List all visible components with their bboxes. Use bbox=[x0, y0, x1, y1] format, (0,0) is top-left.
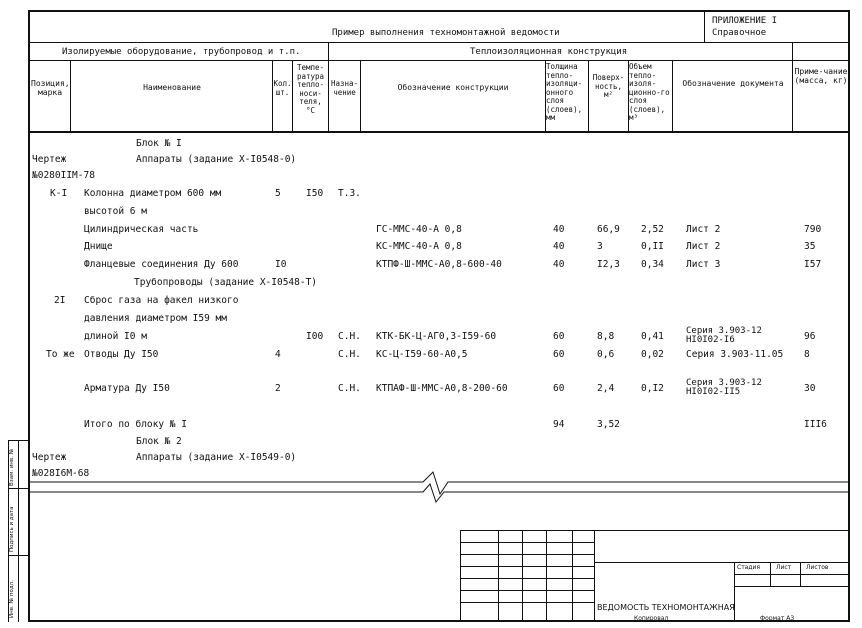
cell-name: Блок № I bbox=[136, 138, 182, 149]
cell-volume: 2,52 bbox=[641, 224, 664, 235]
cell-surface: 2,4 bbox=[597, 383, 615, 394]
cell-pos: Чертеж bbox=[32, 154, 67, 165]
cell-note: 790 bbox=[804, 224, 822, 235]
title-row-divider bbox=[28, 42, 850, 43]
cell-note: 30 bbox=[804, 383, 816, 394]
header-bottom-line bbox=[28, 131, 850, 133]
side-label-signature: Подпись и дата bbox=[9, 506, 15, 552]
side-label-replaced: Взам. инв. № bbox=[9, 448, 15, 486]
cell-name: Днище bbox=[84, 241, 113, 252]
cell-doc: Лист 2 bbox=[686, 241, 721, 252]
cell-designation: КТК-БК-Ц-АГ0,3-I59-60 bbox=[376, 331, 497, 342]
group-right-header: Теплоизоляционная конструкция bbox=[470, 47, 628, 57]
cell-note: 96 bbox=[804, 331, 816, 342]
stamp-title: ВЕДОМОСТЬ ТЕХНОМОНТАЖНАЯ bbox=[597, 603, 735, 612]
stamp-stage: Стадия bbox=[737, 564, 761, 571]
cell-qty: 5 bbox=[275, 188, 281, 199]
cell-surface: 3 bbox=[597, 241, 603, 252]
col-note: Приме-чание (масса, кг) bbox=[794, 67, 848, 85]
col-name: Наименование bbox=[143, 83, 201, 92]
cell-pos: То же bbox=[46, 349, 75, 360]
cell-purpose: С.Н. bbox=[338, 349, 361, 360]
col-designation: Обозначение конструкции bbox=[397, 83, 509, 92]
cell-pos: №028I6M-68 bbox=[32, 468, 90, 479]
cell-thickness: 40 bbox=[553, 241, 565, 252]
cell-surface: 3,52 bbox=[597, 419, 620, 430]
cell-pos: Чертеж bbox=[32, 452, 67, 463]
cell-purpose: С.Н. bbox=[338, 383, 361, 394]
side-label-inventory: Инв. № подл. bbox=[9, 580, 15, 618]
cell-thickness: 60 bbox=[553, 331, 565, 342]
cell-name: Колонна диаметром 600 мм bbox=[84, 188, 222, 199]
cell-volume: 0,I2 bbox=[641, 383, 664, 394]
cell-purpose: Т.З. bbox=[338, 188, 361, 199]
group-row-divider bbox=[28, 60, 850, 61]
cell-note: III6 bbox=[804, 419, 827, 430]
cell-volume: 0,02 bbox=[641, 349, 664, 360]
cell-name: давления диаметром I59 мм bbox=[84, 313, 227, 324]
cell-surface: 66,9 bbox=[597, 224, 620, 235]
cell-name: высотой 6 м bbox=[84, 206, 147, 217]
cell-surface: 8,8 bbox=[597, 331, 615, 342]
cell-qty: 2 bbox=[275, 383, 281, 394]
cell-doc: Лист 3 bbox=[686, 259, 721, 270]
cell-volume: 0,41 bbox=[641, 331, 664, 342]
cell-pos: 2I bbox=[54, 295, 66, 306]
cell-doc: Серия 3.903-12 HI0I02-I6 bbox=[686, 326, 762, 345]
cell-volume: 0,34 bbox=[641, 259, 664, 270]
col-qty: Кол. шт. bbox=[273, 79, 292, 97]
cell-temp: I50 bbox=[306, 188, 324, 199]
stamp-format: Формат А3 bbox=[760, 615, 795, 622]
frame-top bbox=[28, 10, 850, 12]
cell-surface: 0,6 bbox=[597, 349, 615, 360]
col-surface: Поверх-ность, м² bbox=[592, 73, 625, 99]
cell-doc: Серия 3.903-12 HI0I02-II5 bbox=[686, 378, 762, 397]
stamp-copied: Копировал bbox=[634, 615, 669, 622]
cell-designation: ГС-ММС-40-А 0,8 bbox=[376, 224, 462, 235]
col-position: Позиция, марка bbox=[31, 79, 70, 97]
cell-name: Блок № 2 bbox=[136, 436, 182, 447]
cell-thickness: 40 bbox=[553, 259, 565, 270]
cell-note: 35 bbox=[804, 241, 816, 252]
cell-name: Арматура Ду I50 bbox=[84, 383, 170, 394]
cell-thickness: 40 bbox=[553, 224, 565, 235]
cell-volume: 0,II bbox=[641, 241, 664, 252]
cell-thickness: 60 bbox=[553, 349, 565, 360]
col-temp: Темпе-ратура тепло-носи-теля, °C bbox=[296, 63, 325, 115]
cell-pos: К-I bbox=[50, 188, 68, 199]
break-lines bbox=[28, 470, 850, 506]
col-purpose: Назна-чение bbox=[330, 79, 359, 97]
col-document: Обозначение документа bbox=[682, 79, 784, 88]
cell-surface: I2,3 bbox=[597, 259, 620, 270]
cell-name: Фланцевые соединения Ду 600 bbox=[84, 259, 239, 270]
cell-doc: Лист 2 bbox=[686, 224, 721, 235]
cell-name: Цилиндрическая часть bbox=[84, 224, 199, 235]
page-title: Пример выполнения техномонтажной ведомости bbox=[332, 28, 560, 38]
cell-note: 8 bbox=[804, 349, 810, 360]
stamp-sheets: Листов bbox=[806, 564, 829, 571]
stamp-sheet: Лист bbox=[776, 564, 792, 571]
cell-note: I57 bbox=[804, 259, 822, 270]
appendix-label: ПРИЛОЖЕНИЕ I bbox=[712, 16, 778, 26]
cell-designation: КТПФ-Ш-ММС-А0,8-600-40 bbox=[376, 259, 502, 270]
cell-qty: I0 bbox=[275, 259, 287, 270]
cell-pos: №0280IIM-78 bbox=[32, 170, 95, 181]
cell-designation: КС-ММС-40-А 0,8 bbox=[376, 241, 462, 252]
cell-doc: Серия 3.903-11.05 bbox=[686, 349, 784, 360]
cell-name: Сброс газа на факел низкого bbox=[84, 295, 239, 306]
appendix-type: Справочное bbox=[712, 28, 767, 38]
col-volume: Объем тепло-изоля-ционно-го слоя (слоев), м³ bbox=[629, 62, 670, 122]
frame-left bbox=[28, 10, 30, 622]
cell-temp: I00 bbox=[306, 331, 324, 342]
cell-name: Итого по блоку № I bbox=[84, 419, 187, 430]
frame-bottom bbox=[28, 620, 850, 622]
cell-thickness: 94 bbox=[553, 419, 565, 430]
cell-name: Трубопроводы (задание Х-I0548-Т) bbox=[134, 277, 318, 288]
cell-purpose: С.Н. bbox=[338, 331, 361, 342]
col-thickness: Толщина тепло-изоляци-онного слоя (слоев), мм bbox=[546, 62, 583, 122]
cell-designation: КТПАФ-Ш-ММС-А0,8-200-60 bbox=[376, 383, 508, 394]
cell-name: Аппараты (задание Х-I0549-0) bbox=[136, 452, 297, 463]
cell-name: Аппараты (задание Х-I0548-0) bbox=[136, 154, 297, 165]
cell-name: Отводы Ду I50 bbox=[84, 349, 159, 360]
cell-qty: 4 bbox=[275, 349, 281, 360]
cell-thickness: 60 bbox=[553, 383, 565, 394]
cell-name: длиной I0 м bbox=[84, 331, 147, 342]
group-left-header: Изолируемые оборудование, трубопровод и т.п. bbox=[62, 47, 301, 57]
cell-designation: КС-Ц-I59-60-А0,5 bbox=[376, 349, 468, 360]
